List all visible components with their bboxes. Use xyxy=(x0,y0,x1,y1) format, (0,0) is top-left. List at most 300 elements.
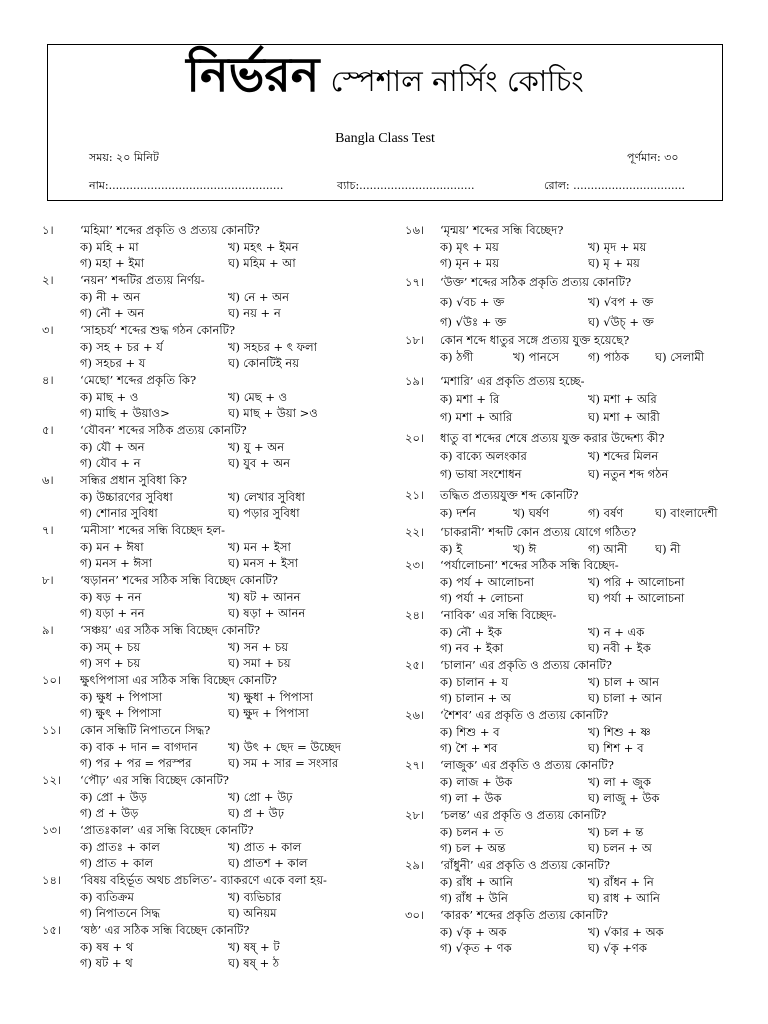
answer-option: খ) চাল + আন xyxy=(588,674,660,689)
name-field: নাম:.................................................. xyxy=(89,179,284,192)
answer-option: ঘ) নী xyxy=(655,541,681,556)
question-line xyxy=(42,272,392,289)
question-line xyxy=(405,757,745,774)
answer-option: খ) শিশু + ষ্ণ xyxy=(588,724,651,739)
question-text: ‘নয়ন’ শব্দটির প্রত্যয় নির্ণয়- xyxy=(80,273,205,287)
answer-option: ঘ) মৃ + ময় xyxy=(588,256,640,271)
answer-option: খ) ঈ xyxy=(513,541,537,556)
question-item xyxy=(42,872,392,922)
answer-option: ক) নী + অন xyxy=(80,289,141,304)
batch-field: ব্যাচ:................................. xyxy=(337,179,475,192)
answer-option: গ) লা + উক xyxy=(440,791,502,806)
answer-option: গ) √কৃত + ণক xyxy=(440,941,512,956)
question-number: ৩০। xyxy=(405,908,425,922)
answer-option: খ) ব্যভিচার xyxy=(228,889,282,904)
question-line xyxy=(405,657,745,674)
question-line xyxy=(405,557,745,574)
answer-option: ক) মাছ + ও xyxy=(80,389,139,404)
question-line xyxy=(405,372,745,390)
question-number: ২৯। xyxy=(405,858,425,872)
option-row xyxy=(42,755,392,772)
option-row xyxy=(42,855,392,872)
answer-option: গ) শোনার সুবিধা xyxy=(80,506,158,521)
option-row xyxy=(42,389,392,406)
full-marks-label: পূর্ণমান: ৩০ xyxy=(627,151,679,164)
answer-option: ঘ) প্র + উঢ় xyxy=(228,806,284,821)
question-number: ২। xyxy=(42,273,54,287)
test-name: Bangla Class Test xyxy=(335,131,435,146)
answer-option: গ) প্র + উড় xyxy=(80,806,139,821)
question-text: ‘নাবিক’ এর সন্ধি বিচ্ছেদ- xyxy=(440,608,557,622)
answer-option: খ) মহৎ + ইমন xyxy=(228,239,299,254)
question-item xyxy=(42,922,392,972)
answer-option: ঘ) √কৃ +ণক xyxy=(588,941,647,956)
question-line xyxy=(42,822,392,839)
answer-option: ক) ষষ + থ xyxy=(80,939,134,954)
option-row xyxy=(405,292,745,312)
answer-option: গ) বর্ষণ xyxy=(588,506,624,520)
option-row xyxy=(42,539,392,556)
answer-option: ক) প্রো + উড় xyxy=(80,789,147,804)
question-text: ‘মনীসা’ শব্দের সন্ধি বিচ্ছেদ হল- xyxy=(80,523,225,537)
option-row xyxy=(42,639,392,656)
question-item xyxy=(405,332,745,372)
answer-option: ঘ) মনস + ইসা xyxy=(228,556,298,571)
question-item xyxy=(405,486,745,524)
question-text: ক্ষুৎপিপাসা এর সঠিক সন্ধি বিচ্ছেদ কোনটি? xyxy=(80,673,277,687)
answer-option: ঘ) মহিম + আ xyxy=(228,256,296,271)
question-number: ৪। xyxy=(42,373,54,387)
option-row xyxy=(42,889,392,906)
answer-option: ক) দর্শন xyxy=(440,506,476,520)
question-number: ২৬। xyxy=(405,708,425,722)
page-title xyxy=(48,47,722,103)
answer-option: ঘ) শিশ + ব xyxy=(588,741,644,756)
question-text: ‘চাকরানী’ শব্দটি কোন প্রত্যয় যোগে গঠিত? xyxy=(440,525,637,539)
answer-option: খ) লা + জুক xyxy=(588,774,651,789)
option-row xyxy=(405,255,745,272)
question-text: ‘উক্ত’ শব্দের সঠিক প্রকৃতি প্রত্যয় কোনটি? xyxy=(440,275,632,289)
answer-option: খ) যু + অন xyxy=(228,439,285,454)
question-text: ‘পর্যালোচনা’ শব্দের সঠিক সন্ধি বিচ্ছেদ- xyxy=(440,558,619,572)
question-text: ‘রাঁধুনী’ এর প্রকৃতি ও প্রত্যয় কোনটি? xyxy=(440,858,610,872)
answer-option: গ) সহচর + য xyxy=(80,356,146,371)
answer-option: ক) মন + ঈষা xyxy=(80,539,144,554)
option-row xyxy=(405,239,745,256)
answer-option: খ) লেখার সুবিধা xyxy=(228,489,305,504)
answer-option: ক) যৌ + অন xyxy=(80,439,145,454)
option-row xyxy=(42,305,392,322)
option-row xyxy=(42,789,392,806)
question-line xyxy=(42,222,392,239)
question-line xyxy=(42,422,392,439)
answer-option: খ) মৃদ + ময় xyxy=(588,239,647,254)
answer-option: ঘ) নবী + ইক xyxy=(588,641,651,656)
question-text: ‘চালান’ এর প্রকৃতি ও প্রত্যয় কোনটি? xyxy=(440,658,612,672)
option-row xyxy=(405,504,745,522)
question-item xyxy=(405,907,745,957)
option-row xyxy=(42,805,392,822)
answer-option: গ) যৌব + ন xyxy=(80,456,141,471)
question-number: ৯। xyxy=(42,623,54,637)
answer-option: গ) নব + ইকা xyxy=(440,641,504,656)
question-number: ২০। xyxy=(405,431,425,445)
question-text: সন্ধির প্রধান সুবিধা কি? xyxy=(80,473,188,487)
option-row xyxy=(42,905,392,922)
answer-option: গ) মনস + ঈসা xyxy=(80,556,152,571)
question-item xyxy=(405,557,745,607)
answer-option: গ) প্রাত + কাল xyxy=(80,856,154,871)
option-row xyxy=(42,589,392,606)
question-item xyxy=(42,772,392,822)
option-row xyxy=(42,489,392,506)
question-number: ১২। xyxy=(42,773,62,787)
question-line xyxy=(405,222,745,239)
question-number: ৮। xyxy=(42,573,54,587)
answer-option: ঘ) নতুন শব্দ গঠন xyxy=(588,467,669,481)
answer-option: গ) পাঠক xyxy=(588,350,630,364)
question-text: ধাতু বা শব্দের শেষে প্রত্যয় যুক্ত করার উদ্দেশ্য কী? xyxy=(440,431,665,445)
answer-option: খ) পরি + আলোচনা xyxy=(588,574,685,589)
question-text: ‘শৈশব’ এর প্রকৃতি ও প্রত্যয় কোনটি? xyxy=(440,708,609,722)
answer-option: ক) ই xyxy=(440,541,463,556)
answer-option: ঘ) সম + সার = সংসার xyxy=(228,756,339,771)
answer-option: গ) মাছি + উয়াও> xyxy=(80,406,170,421)
question-number: ২৫। xyxy=(405,658,425,672)
option-row xyxy=(405,890,745,907)
question-number: ১৮। xyxy=(405,333,425,347)
question-line xyxy=(42,572,392,589)
answer-option: ক) √বচ + ক্ত xyxy=(440,295,505,309)
question-line xyxy=(405,857,745,874)
answer-option: খ) মেছ + ও xyxy=(228,389,288,404)
option-row xyxy=(405,790,745,807)
question-text: ‘লাজুক’ এর প্রকৃতি ও প্রত্যয় কোনটি? xyxy=(440,758,614,772)
answer-option: গ) ষট + থ xyxy=(80,956,133,971)
answer-option: খ) সন + চয় xyxy=(228,639,289,654)
question-line xyxy=(42,622,392,639)
answer-option: গ) শৈ + শব xyxy=(440,741,498,756)
answer-option: গ) চল + অন্ত xyxy=(440,841,506,856)
question-line xyxy=(42,922,392,939)
question-text: ‘বিষয় বহির্ভূত অথচ প্রচলিত’- ব্যাকরণে একে বলা হয়- xyxy=(80,873,327,887)
answer-option: খ) √কার + অক xyxy=(588,924,664,939)
question-number: ২৪। xyxy=(405,608,425,622)
answer-option: ক) মহি + মা xyxy=(80,239,139,254)
answer-option: ঘ) যুব + অন xyxy=(228,456,291,471)
option-row xyxy=(42,439,392,456)
brand-name: নির্ভরন xyxy=(186,47,320,103)
answer-option: ঘ) নয় + ন xyxy=(228,306,281,321)
option-row xyxy=(42,655,392,672)
question-item xyxy=(405,372,745,429)
answer-option: গ) যড়া + নন xyxy=(80,606,145,621)
answer-option: গ) √উঃ + ক্ত xyxy=(440,315,507,329)
question-text: ‘যৌবন’ শব্দের সঠিক প্রত্যয় কোনটি? xyxy=(80,423,247,437)
answer-option: গ) মশা + আরি xyxy=(440,410,513,424)
answer-option: ক) ষড় + নন xyxy=(80,589,142,604)
option-row xyxy=(405,465,745,483)
question-item xyxy=(405,222,745,272)
option-row xyxy=(405,924,745,941)
answer-option: ক) রাঁধ + আনি xyxy=(440,874,513,889)
answer-option: খ) পানসে xyxy=(513,350,559,364)
answer-option: ঘ) রাধ + আনি xyxy=(588,891,660,906)
question-number: ২৮। xyxy=(405,808,425,822)
option-row xyxy=(42,405,392,422)
option-row xyxy=(42,705,392,722)
question-text: ‘সাহচর্য’ শব্দের শুদ্ধ গঠন কোনটি? xyxy=(80,323,236,337)
answer-option: ঘ) ষষ্ + ঠ xyxy=(228,956,280,971)
answer-option: ঘ) সেলামী xyxy=(655,350,705,364)
roll-field: রোল: ................................ xyxy=(544,179,685,192)
option-row xyxy=(42,289,392,306)
question-number: ৭। xyxy=(42,523,54,537)
option-row xyxy=(405,774,745,791)
question-item xyxy=(405,707,745,757)
option-row xyxy=(405,312,745,332)
question-number: ২৭। xyxy=(405,758,425,772)
answer-option: গ) নৌ + অন xyxy=(80,306,145,321)
question-line xyxy=(42,372,392,389)
option-row xyxy=(42,239,392,256)
question-line xyxy=(405,524,745,541)
question-item xyxy=(42,322,392,372)
answer-option: গ) রাঁধ + উনি xyxy=(440,891,508,906)
answer-option: গ) ক্ষুৎ + পিপাসা xyxy=(80,706,162,721)
question-number: ১০। xyxy=(42,673,62,687)
answer-option: খ) ক্ষুধা + পিপাসা xyxy=(228,689,313,704)
answer-option: খ) ন + এক xyxy=(588,624,645,639)
answer-option: ঘ) লাজু + উক xyxy=(588,791,660,806)
answer-option: খ) নে + অন xyxy=(228,289,289,304)
answer-option: ঘ) অনিয়ম xyxy=(228,906,277,921)
coaching-name: স্পেশাল নার্সিং কোচিং xyxy=(330,64,584,98)
question-text: ‘মহিমা’ শব্দের প্রকৃতি ও প্রত্যয় কোনটি? xyxy=(80,223,260,237)
option-row xyxy=(405,940,745,957)
answer-option: গ) আনী xyxy=(588,541,628,556)
question-text: ‘পৌঢ়’ এর সন্ধি বিচ্ছেদ কোনটি? xyxy=(80,773,229,787)
question-line xyxy=(42,722,392,739)
question-item xyxy=(405,857,745,907)
question-number: ১৭। xyxy=(405,275,425,289)
answer-option: ঘ) √উচ্ + ক্ত xyxy=(588,315,654,329)
option-row xyxy=(42,555,392,572)
question-item xyxy=(42,422,392,472)
questions-left-column xyxy=(42,222,392,972)
option-row xyxy=(405,541,745,558)
answer-option: গ) মৃন + ময় xyxy=(440,256,500,271)
question-text: ‘প্রাতঃকাল’ এর সন্ধি বিচ্ছেদ কোনটি? xyxy=(80,823,254,837)
question-item xyxy=(42,622,392,672)
question-line xyxy=(42,522,392,539)
question-text: ‘চলন্ত’ এর প্রকৃতি ও প্রত্যয় কোনটি? xyxy=(440,808,607,822)
option-row xyxy=(42,605,392,622)
answer-option: ক) পর্য + আলোচনা xyxy=(440,574,534,589)
question-line xyxy=(405,607,745,624)
question-text: ‘মেছো’ শব্দের প্রকৃতি কি? xyxy=(80,373,197,387)
answer-option: ঘ) প্রাতশ + কাল xyxy=(228,856,308,871)
option-row xyxy=(405,574,745,591)
answer-option: ঘ) কোনটিই নয় xyxy=(228,356,299,371)
answer-option: ঘ) পড়ার সুবিধা xyxy=(228,506,300,521)
option-row xyxy=(405,590,745,607)
question-line xyxy=(405,429,745,447)
answer-option: খ) ঘর্ষণ xyxy=(513,506,550,520)
question-text: ‘সঞ্চয়’ এর সঠিক সন্ধি বিচ্ছেদ কোনটি? xyxy=(80,623,261,637)
option-row xyxy=(405,447,745,465)
question-line xyxy=(405,486,745,504)
answer-option: গ) চালান + অ xyxy=(440,691,511,706)
answer-option: ঘ) মাছ + উয়া >ও xyxy=(228,406,318,421)
answer-option: গ) নিপাতনে সিদ্ধ xyxy=(80,906,161,921)
question-line xyxy=(42,772,392,789)
option-row xyxy=(42,339,392,356)
answer-option: খ) ষট + আনন xyxy=(228,589,301,604)
question-item xyxy=(42,222,392,272)
question-item xyxy=(405,429,745,486)
answer-option: খ) সহচর + ৎ ফলা xyxy=(228,339,317,354)
option-row xyxy=(42,839,392,856)
question-text: ‘ষড়ানন’ শব্দের সঠিক সন্ধি বিচ্ছেদ কোনটি? xyxy=(80,573,278,587)
question-number: ১৩। xyxy=(42,823,62,837)
answer-option: গ) ভাষা সংশোধন xyxy=(440,467,522,481)
answer-option: খ) চল + ন্ত xyxy=(588,824,644,839)
option-row xyxy=(405,390,745,408)
answer-option: খ) মশা + অরি xyxy=(588,392,657,406)
question-item xyxy=(405,524,745,557)
answer-option: ক) ব্যতিক্রম xyxy=(80,889,134,904)
question-item xyxy=(405,607,745,657)
question-number: ১১। xyxy=(42,723,62,737)
question-text: ‘মশারি’ এর প্রকৃতি প্রত্যয় হচ্ছে- xyxy=(440,374,585,388)
question-line xyxy=(42,672,392,689)
answer-option: ক) বাক্যে অলংকার xyxy=(440,449,527,463)
answer-option: ক) উচ্চারণের সুবিধা xyxy=(80,489,173,504)
answer-option: ঘ) সমা + চয় xyxy=(228,656,291,671)
time-label: সময়: ২০ মিনিট xyxy=(89,151,159,164)
option-row xyxy=(42,455,392,472)
answer-option: খ) উৎ + ছেদ = উচ্ছেদ xyxy=(228,739,341,754)
question-text: তদ্ধিত প্রত্যয়যুক্ত শব্দ কোনটি? xyxy=(440,488,579,502)
question-item xyxy=(42,372,392,422)
answer-option: খ) √বপ + ক্ত xyxy=(588,295,654,309)
header-box xyxy=(47,44,723,201)
answer-option: খ) রাঁধন + নি xyxy=(588,874,654,889)
answer-option: খ) শব্দের মিলন xyxy=(588,449,659,463)
question-item xyxy=(42,272,392,322)
question-number: ১৫। xyxy=(42,923,62,937)
answer-option: ক) সম্ + চয় xyxy=(80,639,141,654)
question-number: ২১। xyxy=(405,488,425,502)
option-row xyxy=(405,640,745,657)
answer-option: ঘ) ষড়া + আনন xyxy=(228,606,306,621)
answer-option: খ) মন + ইসা xyxy=(228,539,291,554)
answer-option: ক) √কৃ + অক xyxy=(440,924,507,939)
answer-option: ক) ঠগী xyxy=(440,350,474,364)
question-line xyxy=(405,272,745,292)
answer-option: ঘ) মশা + আরী xyxy=(588,410,660,424)
question-item xyxy=(405,272,745,332)
option-row xyxy=(42,355,392,372)
question-number: ১। xyxy=(42,223,54,237)
question-text: ‘মৃন্ময়’ শব্দের সন্ধি বিচ্ছেদ? xyxy=(440,223,564,237)
question-item xyxy=(42,472,392,522)
questions-right-column xyxy=(405,222,745,957)
answer-option: ক) চলন + ত xyxy=(440,824,504,839)
answer-option: ক) ক্ষুধ + পিপাসা xyxy=(80,689,163,704)
question-line xyxy=(405,807,745,824)
option-row xyxy=(42,939,392,956)
option-row xyxy=(405,740,745,757)
question-line xyxy=(405,907,745,924)
option-row xyxy=(42,689,392,706)
option-row xyxy=(42,255,392,272)
question-item xyxy=(42,672,392,722)
question-item xyxy=(405,807,745,857)
answer-option: গ) মহা + ইমা xyxy=(80,256,145,271)
answer-option: গ) পর্যা + লোচনা xyxy=(440,591,524,606)
question-number: ৩। xyxy=(42,323,54,337)
option-row xyxy=(42,505,392,522)
question-number: ১৪। xyxy=(42,873,62,887)
question-number: ১৬। xyxy=(405,223,425,237)
option-row xyxy=(42,739,392,756)
question-item xyxy=(42,572,392,622)
question-item xyxy=(42,522,392,572)
answer-option: ক) শিশু + ব xyxy=(440,724,500,739)
question-number: ২২। xyxy=(405,525,425,539)
answer-option: ঘ) চলন + অ xyxy=(588,841,652,856)
option-row xyxy=(405,690,745,707)
answer-option: ক) মশা + রি xyxy=(440,392,500,406)
answer-option: ক) বাক + দান = বাগদান xyxy=(80,739,198,754)
answer-option: ঘ) পর্যা + আলোচনা xyxy=(588,591,685,606)
option-row xyxy=(405,724,745,741)
question-item xyxy=(405,757,745,807)
answer-option: খ) প্রাত + কাল xyxy=(228,839,302,854)
answer-option: ঘ) ক্ষুদ + পিপাসা xyxy=(228,706,309,721)
question-text: ‘কারক’ শব্দের প্রকৃতি প্রত্যয় কোনটি? xyxy=(440,908,609,922)
option-row xyxy=(405,840,745,857)
question-item xyxy=(405,657,745,707)
answer-option: ঘ) বাংলাদেশী xyxy=(655,506,718,520)
question-text: কোন সন্ধিটি নিপাতনে সিদ্ধ? xyxy=(80,723,211,737)
option-row xyxy=(405,674,745,691)
option-row xyxy=(405,408,745,426)
question-number: ৫। xyxy=(42,423,54,437)
question-number: ৬। xyxy=(42,473,54,487)
question-number: ১৯। xyxy=(405,374,425,388)
option-row xyxy=(42,955,392,972)
question-text: কোন শব্দে ধাতুর সঙ্গে প্রত্যয় যুক্ত হয়েছে? xyxy=(440,333,630,347)
answer-option: গ) পর + পর = পরস্পর xyxy=(80,756,192,771)
answer-option: ক) মৃৎ + ময় xyxy=(440,239,499,254)
question-item xyxy=(42,722,392,772)
question-line xyxy=(42,472,392,489)
question-line xyxy=(405,707,745,724)
answer-option: ক) লাজ + উক xyxy=(440,774,513,789)
question-number: ২৩। xyxy=(405,558,425,572)
answer-option: ক) নৌ + ইক xyxy=(440,624,502,639)
answer-option: গ) সণ + চয় xyxy=(80,656,141,671)
answer-option: ক) প্রাতঃ + কাল xyxy=(80,839,160,854)
option-row xyxy=(405,624,745,641)
answer-option: খ) ষষ্ + ট xyxy=(228,939,280,954)
question-line xyxy=(42,872,392,889)
answer-option: ঘ) চালা + আন xyxy=(588,691,662,706)
option-row xyxy=(405,874,745,891)
